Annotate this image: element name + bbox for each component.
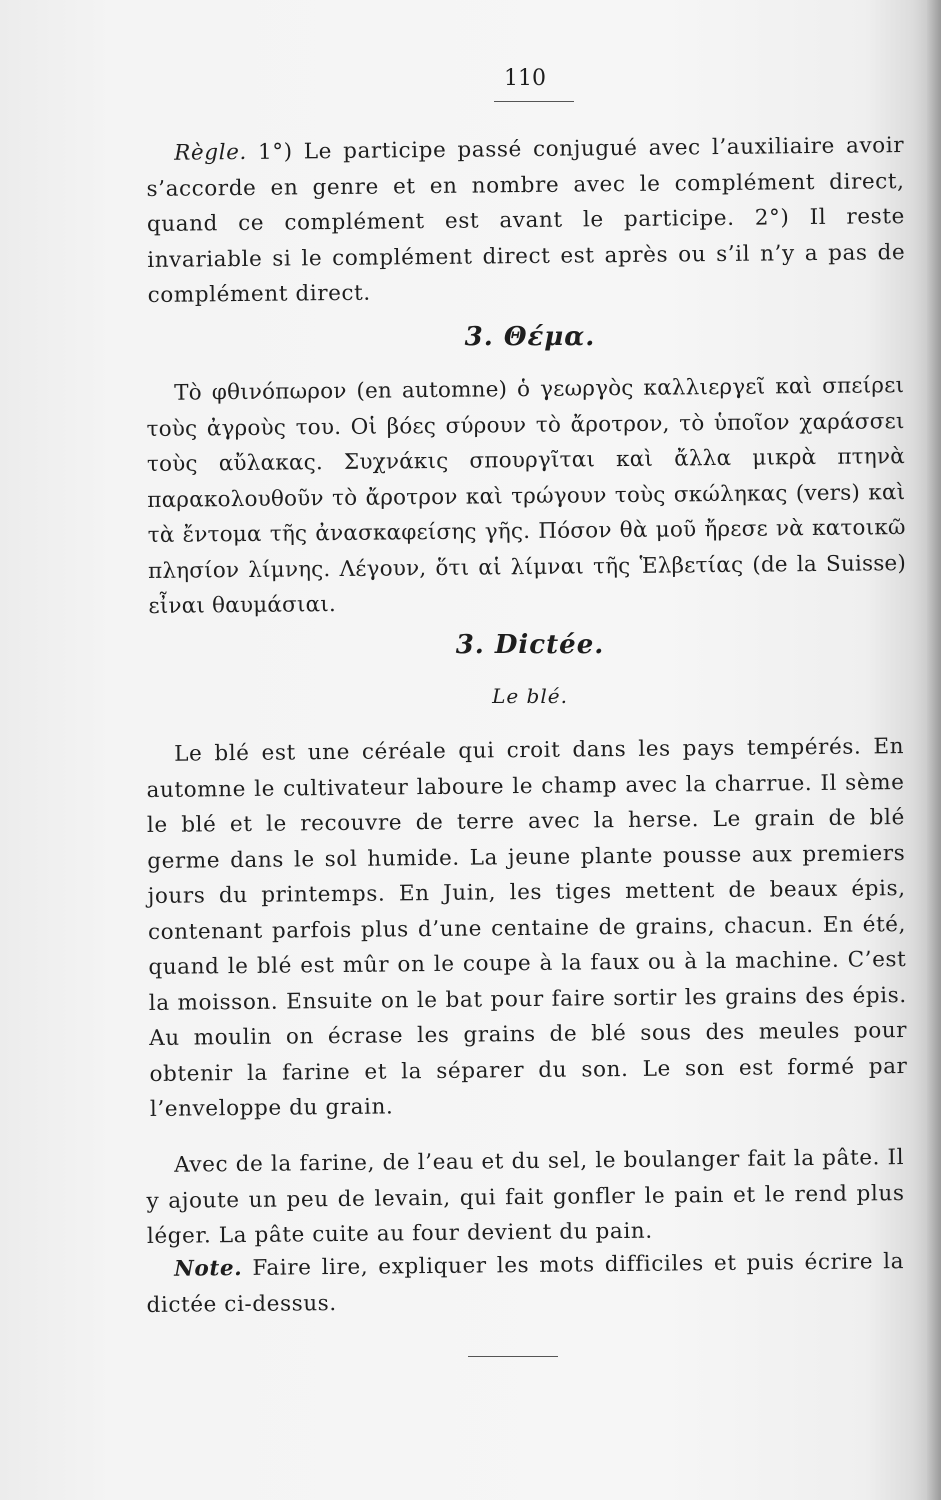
- page-number-rule: [494, 101, 574, 102]
- dictee-paragraph-2: [146, 1140, 905, 1254]
- dictee-text-2: Avec de la farine, de l’eau et du sel, le boulanger fait la pâte. Il y ajoute un peu de levain, qui fait gonfler le pain et le rend plus léger. La pâte cuite au four devient du pain.: [146, 1145, 905, 1249]
- end-rule: [468, 1356, 558, 1357]
- dictee-paragraph-1: [146, 729, 908, 1127]
- note-label: Note.: [174, 1255, 243, 1282]
- theme-paragraph: [146, 368, 907, 624]
- page-number: 110: [504, 66, 546, 91]
- note-text: Faire lire, expliquer les mots difficiles et puis écrire la dictée ci-dessus.: [146, 1249, 905, 1318]
- rule-paragraph: [146, 128, 906, 313]
- page-edge-shadow: [927, 0, 941, 1500]
- dictee-heading: 3. Dictée.: [455, 630, 605, 660]
- dictee-text-1: Le blé est une céréale qui croit dans les pays tempérés. En automne le cultivateur laboure le champ avec la charrue. Il sème le blé et le recouvre de terre avec la herse. Le grain de blé germe dans le sol humide. La jeune plante pousse aux premiers jours du printemps. En Juin, les tiges mettent de beaux épis, contenant parfois plus d’une centaine de grains, chacun. En été, quand le blé est mûr on le coupe à la faux ou à la machine. C’est la moisson. Ensuite on le bat pour faire sortir les grains des épis. Au moulin on écrase les grains de blé sous des meules pour obtenir la farine et la séparer du son. Le son est formé par l’enveloppe du grain.: [146, 734, 908, 1122]
- note-paragraph: [146, 1244, 905, 1323]
- dictee-subtitle: Le blé.: [492, 684, 568, 708]
- rule-text: 1°) Le participe passé conjugué avec l’auxiliaire avoir s’accorde en genre et en nombre avec le complément direct, quand ce complément est avant le participe. 2°) Il reste invariable si le complément direct est après ou s’il n’y a pas de complément direct.: [146, 133, 906, 308]
- rule-label: Règle.: [174, 139, 248, 166]
- theme-heading: 3. Θέμα.: [464, 322, 596, 352]
- theme-text: Τὸ φθινόπωρον (en automne) ὁ γεωργὸς καλλιεργεῖ καὶ σπείρει τοὺς ἀγροὺς του. Οἱ βόες σύρουν τὸ ἄροτρον, τὸ ὑποῖον χαράσσει τοὺς αὔλακας. Συχνάκις σπουργῖται καὶ ἄλλα μικρὰ πτηνὰ παρακολουθοῦν τὸ ἄροτρον καὶ τρώγουν τοὺς σκώληκας (vers) καὶ τὰ ἔντομα τῆς ἀνασκαφείσης γῆς. Πόσον θὰ μοῦ ἤρεσε νὰ κατοικῶ πλησίον λίμνης. Λέγουν, ὅτι αἱ λίμναι τῆς Ἑλβετίας (de la Suisse) εἶναι θαυμάσιαι.: [146, 373, 907, 619]
